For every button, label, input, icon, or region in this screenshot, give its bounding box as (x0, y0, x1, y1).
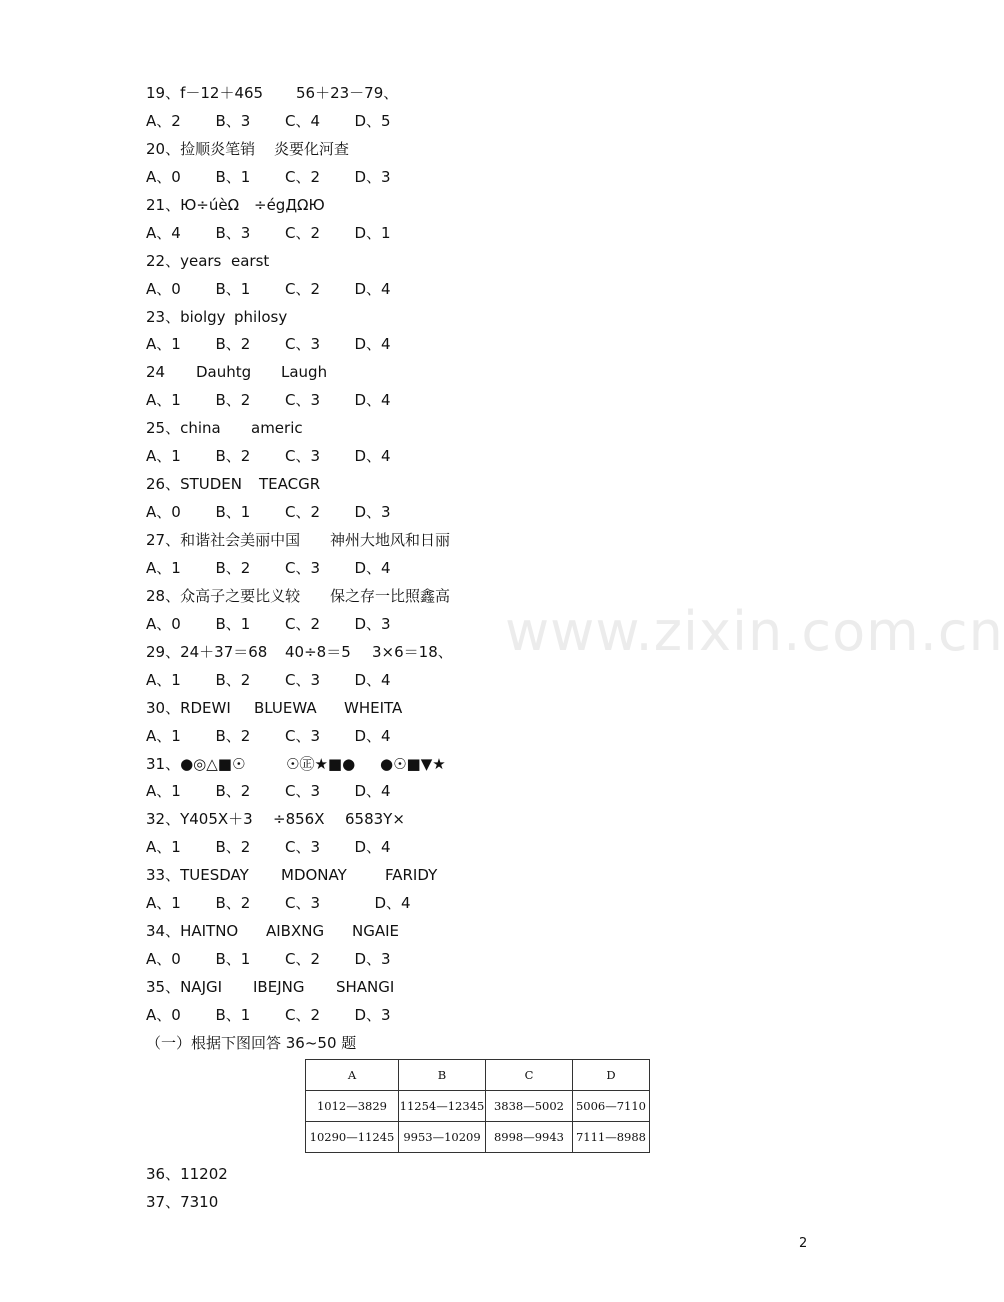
options-line (146, 723, 453, 751)
question-text: 21、Ю÷úèΩ (146, 195, 240, 214)
question-line (146, 862, 453, 890)
option-c: C、2 (285, 614, 321, 633)
option-a: A、0 (146, 503, 181, 522)
option-c: C、4 (285, 111, 321, 130)
question-text: ÷égДΩЮ (254, 195, 325, 214)
option-c: C、2 (285, 950, 321, 969)
followup-list (146, 1161, 228, 1217)
options-line (146, 499, 453, 527)
option-b: B、2 (215, 726, 251, 745)
question-text: 28、众高子之要比义较 (146, 586, 301, 605)
table-header-cell: B (399, 1060, 486, 1091)
option-d: D、4 (354, 782, 391, 801)
question-text: 23、biolgy (146, 307, 226, 326)
table-row (306, 1091, 650, 1122)
option-c: C、2 (285, 279, 321, 298)
question-text: IBEJNG (253, 978, 305, 996)
question-text: 32、Y405X＋3 (146, 810, 253, 829)
question-text: Dauhtg (196, 363, 252, 382)
question-line (146, 415, 453, 443)
question-text: ☉㊣★■● (286, 754, 356, 773)
option-c: C、3 (285, 335, 321, 354)
option-b: B、2 (215, 894, 251, 913)
range-table (305, 1059, 650, 1153)
option-c: C、2 (285, 1005, 321, 1024)
question-text: WHEITA (344, 698, 403, 717)
option-a: A、1 (146, 838, 181, 857)
option-c: C、3 (285, 391, 321, 410)
options-line (146, 164, 453, 192)
options-line (146, 443, 453, 471)
option-a: A、4 (146, 223, 181, 242)
option-b: B、3 (215, 111, 251, 130)
option-b: B、1 (215, 279, 251, 298)
option-c: C、3 (285, 558, 321, 577)
option-d: D、4 (354, 335, 391, 354)
question-text: 25、china (146, 419, 221, 438)
table-header-cell: D (573, 1060, 650, 1091)
options-line (146, 778, 453, 806)
table-header-cell: C (486, 1060, 573, 1091)
option-a: A、1 (146, 558, 181, 577)
options-line (146, 834, 453, 862)
option-a: A、2 (146, 111, 181, 130)
options-line (146, 611, 453, 639)
option-b: B、1 (215, 1005, 251, 1024)
option-d: D、4 (374, 894, 411, 913)
option-a: A、1 (146, 335, 181, 354)
option-a: A、1 (146, 726, 181, 745)
question-text: AIBXNG (266, 922, 325, 941)
option-a: A、1 (146, 391, 181, 410)
table-header-cell: A (306, 1060, 399, 1091)
question-line: 37、7310 (146, 1192, 219, 1211)
option-b: B、1 (215, 167, 251, 186)
option-d: D、3 (354, 503, 391, 522)
question-text: 56＋23－79、 (296, 84, 399, 102)
option-d: D、4 (354, 838, 391, 857)
question-text: philosy (234, 307, 288, 326)
option-b: B、2 (215, 838, 251, 857)
option-a: A、1 (146, 447, 181, 466)
question-text: 35、NAJGI (146, 978, 223, 996)
options-line (146, 890, 453, 918)
page-number: 2 (799, 1236, 808, 1251)
option-d: D、4 (354, 726, 391, 745)
question-text: 神州大地风和日丽 (330, 531, 451, 549)
question-list (146, 80, 453, 1058)
option-d: D、4 (354, 447, 391, 466)
question-text: 29、24＋37＝68 (146, 642, 268, 661)
option-b: B、3 (215, 223, 251, 242)
option-a: A、0 (146, 167, 181, 186)
question-line (146, 359, 453, 387)
options-line (146, 220, 453, 248)
question-text: 30、RDEWI (146, 698, 231, 717)
table-cell: 7111—8988 (573, 1122, 650, 1153)
option-c: C、3 (285, 447, 321, 466)
option-d: D、4 (354, 558, 391, 577)
option-b: B、2 (215, 391, 251, 410)
table-row (306, 1122, 650, 1153)
table-cell: 10290—11245 (306, 1122, 399, 1153)
option-c: C、2 (285, 503, 321, 522)
question-text: 24 (146, 363, 166, 382)
option-c: C、3 (285, 782, 321, 801)
question-line (146, 471, 453, 499)
question-line (146, 806, 453, 834)
question-text: 炎要化河查 (274, 139, 350, 158)
question-text: americ (251, 419, 303, 438)
option-c: C、2 (285, 223, 321, 242)
question-line (146, 695, 453, 723)
options-line (146, 387, 453, 415)
question-line (146, 527, 453, 555)
option-b: B、1 (215, 614, 251, 633)
option-c: C、2 (285, 167, 321, 186)
question-text: NGAIE (352, 922, 400, 941)
question-text: 31、●◎△■☉ (146, 754, 246, 773)
table-header-row (306, 1060, 650, 1091)
question-text: 26、STUDEN (146, 475, 242, 494)
option-c: C、3 (285, 670, 321, 689)
question-line (146, 918, 453, 946)
option-d: D、4 (354, 391, 391, 410)
option-d: D、3 (354, 1005, 391, 1024)
question-text: BLUEWA (254, 698, 317, 717)
option-d: D、3 (354, 950, 391, 969)
option-b: B、1 (215, 503, 251, 522)
question-line (146, 80, 453, 108)
question-line (146, 136, 453, 164)
option-b: B、2 (215, 558, 251, 577)
question-text: 保之存一比照鑫高 (330, 586, 451, 605)
option-a: A、0 (146, 279, 181, 298)
question-line (146, 248, 453, 276)
options-line (146, 1002, 453, 1030)
option-d: D、1 (354, 223, 391, 242)
option-c: C、3 (285, 838, 321, 857)
question-text: MDONAY (281, 866, 347, 885)
table-cell: 8998—9943 (486, 1122, 573, 1153)
option-a: A、0 (146, 950, 181, 969)
question-text: 19、f－12＋465 (146, 84, 264, 102)
watermark-text: www.zixin.com.cn (505, 600, 1004, 663)
option-c: C、3 (285, 726, 321, 745)
option-a: A、1 (146, 670, 181, 689)
question-text: TEACGR (259, 475, 321, 494)
option-d: D、3 (354, 614, 391, 633)
question-line (146, 583, 453, 611)
question-text: Laugh (281, 363, 328, 382)
question-line (146, 974, 453, 1002)
options-line (146, 276, 453, 304)
question-line (146, 304, 453, 332)
question-text: 3×6＝18、 (372, 642, 453, 661)
question-text: 33、TUESDAY (146, 866, 249, 885)
table-cell: 3838—5002 (486, 1091, 573, 1122)
table-cell: 11254—12345 (399, 1091, 486, 1122)
option-a: A、1 (146, 782, 181, 801)
question-text: 22、years (146, 251, 222, 270)
question-text: 20、捡顺炎笔销 (146, 139, 256, 158)
question-text: earst (231, 251, 270, 270)
question-line (146, 751, 453, 779)
question-text: 27、和谐社会美丽中国 (146, 531, 301, 549)
question-text: 40÷8＝5 (285, 642, 351, 661)
options-line (146, 331, 453, 359)
option-d: D、4 (354, 279, 391, 298)
question-text: FARIDY (385, 866, 438, 885)
options-line (146, 667, 453, 695)
option-a: A、0 (146, 614, 181, 633)
question-text: ●☉■▼★ (380, 754, 446, 773)
option-b: B、1 (215, 950, 251, 969)
option-c: C、3 (285, 894, 321, 913)
option-a: A、0 (146, 1005, 181, 1024)
option-b: B、2 (215, 670, 251, 689)
options-line (146, 946, 453, 974)
question-text: ÷856X (273, 810, 325, 829)
question-text: SHANGI (336, 978, 395, 996)
options-line (146, 555, 453, 583)
options-line (146, 108, 453, 136)
range-table-container (305, 1059, 650, 1153)
option-b: B、2 (215, 335, 251, 354)
option-a: A、1 (146, 894, 181, 913)
option-d: D、5 (354, 111, 391, 130)
option-b: B、2 (215, 447, 251, 466)
question-text: 34、HAITNO (146, 922, 239, 941)
question-line: 36、11202 (146, 1165, 228, 1183)
option-d: D、3 (354, 167, 391, 186)
section-title: （一）根据下图回答 36~50 题 (146, 1033, 357, 1052)
option-d: D、4 (354, 670, 391, 689)
table-cell: 9953—10209 (399, 1122, 486, 1153)
question-line (146, 192, 453, 220)
table-cell: 5006—7110 (573, 1091, 650, 1122)
question-text: 6583Y× (345, 810, 405, 829)
table-cell: 1012—3829 (306, 1091, 399, 1122)
question-line (146, 639, 453, 667)
option-b: B、2 (215, 782, 251, 801)
